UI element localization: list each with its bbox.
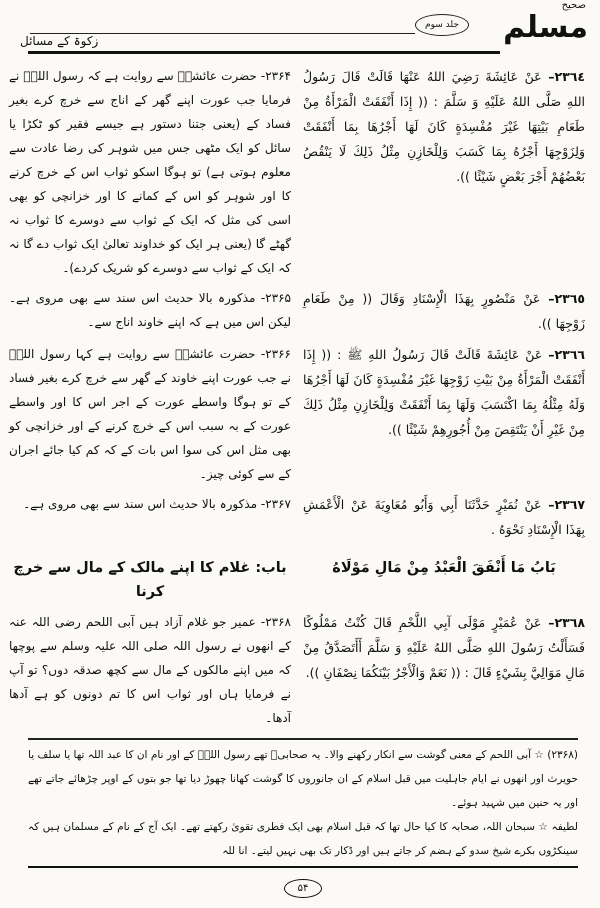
hadith-text: حضرت عائشہؓ سے روایت ہے کہ رسول اللہؐ نے فرمایا جب عورت اپنے گھر کے اناج سے خرچ کرے بغیر فساد کے (یعنی جتنا دستور ہے جیسے فقیر کو ٹکڑا یا سائل کو ایک مٹھی جس میں شوہر کی رضا عادت سے معلوم ہوتی ہے) تو ہوگا اسکو ثواب اس کے خرچ کرنے کا اور شوہر کو اس کے کمانے کا اور خزانچی کو بھی اسی کی مثل کہ ایک کے ثواب سے دوسرے کا ثواب نہ گھٹے گا (یعنی ہر ایک کو خداوند تعالیٰ ایک ثواب دے گا نہ کہ ایک کے ثواب سے دوسرے کو شریک کردے)۔ — [9, 69, 291, 275]
hadith-text: عَنْ مَنْصُورٍ بِهَذَا الْإِسْنَادِ وَقَالَ (( مِنْ طَعَامِ زَوْجِهَا )). — [303, 291, 585, 331]
hadith-2365-arabic — [303, 286, 585, 336]
hadith-2367-arabic — [303, 492, 585, 542]
hadith-2364-urdu — [9, 64, 291, 280]
footnotes — [0, 738, 600, 908]
hadith-number: ۲۳۶۴- — [260, 69, 291, 83]
page-number: ۵۴ — [284, 879, 322, 898]
hadith-2367-urdu — [9, 492, 291, 542]
hadith-text: مذکورہ بالا حدیث اس سند سے بھی مروی ہے۔ — [23, 497, 258, 511]
hadith-number: ۲۳۶۵- — [260, 291, 291, 305]
hadith-text: عَنْ نُمَيْرٍ حَدَّثَنَا أَبِي وَأَبُو مُعَاوِيَةَ عَنْ الْأَعْمَشِ بِهَذَا الْإِسْنَادِ نَحْوَهُ . — [303, 497, 585, 537]
hadith-number: ٢٣٦٤– — [548, 69, 585, 84]
hadith-2365-urdu — [9, 286, 291, 336]
hadith-number: ٢٣٦٥– — [548, 291, 585, 306]
hadith-number: ۲۳۶۷- — [260, 497, 291, 511]
hadith-text: عَنْ عَائِشَةَ رَضِيَ اللهُ عَنْهَا قَالَتْ قَالَ رَسُولُ اللهِ صَلَّى اللهُ عَلَيْهِ وَ سَلَّمَ : (( إِذَا أَنْفَقَتْ الْمَرْأَةُ مِنْ طَعَامِ بَيْتِهَا غَيْرَ مُفْسِدَةٍ كَانَ لَهَا أَجْرُهَا بِمَا أَنْفَقَتْ وَلِزَوْجِهَا أَجْرُهُ بِمَا كَسَبَ وَلِلْخَازِنِ مِثْلُ ذَلِكَ لَا يَنْقُصُ بَعْضُهُمْ أَجْرَ بَعْضٍ شَيْئًا )). — [303, 69, 585, 184]
hadith-2366-arabic — [303, 342, 585, 486]
book-logo — [496, 0, 588, 50]
hadith-text: عَنْ عُمَيْرٍ مَوْلَى آبِي اللَّحْمِ قَالَ كُنْتُ مَمْلُوكًا فَسَأَلْتُ رَسُولَ اللهِ صَلَّى اللهُ عَلَيْهِ وَ سَلَّمَ أَأَتَصَدَّقُ مِنْ مَالِ مَوَالِيَّ بِشَيْءٍ قَالَ : (( نَعَمْ وَالْأَجْرُ بَيْنَكُمَا نِصْفَانِ )). — [303, 615, 585, 680]
footnote-2368: (۲۳۶۸) ☆ آبی اللحم کے معنی گوشت سے انکار رکھنے والا۔ یہ صحابیؓ تھے رسول اللہؐ کے اور نام ان کا عبد اللہ تھا یا سلف یا حویرث اور انھوں نے ایام جاہلیت میں قبل اسلام کے ان جانوروں کا گوشت کھانا چھوڑ دیا تھا جو بتوں کے اوپر چڑھائے جاتے تھے اور یہ حنین میں شہید ہوئے۔ — [28, 748, 578, 809]
volume-badge: جلد سوم — [415, 14, 469, 36]
hadith-2368-arabic — [303, 610, 585, 730]
logo-prefix: صحیح — [561, 0, 586, 11]
chapter-heading-arabic: بَابُ مَا أَنْفَقَ الْعَبْدُ مِنْ مَالِ مَوْلَاهُ — [332, 560, 556, 576]
section-title: زکوۃ کے مسائل — [20, 34, 99, 48]
hadith-2368-urdu — [9, 610, 291, 730]
hadith-text: حضرت عائشہؓ سے روایت ہے کہا رسول اللہؐ نے جب عورت اپنے خاوند کے گھر سے خرچ کرے بغیر فساد کے تو ہوگا واسطے عورت کے اجر اس کا اور واسطے عورت کے بہ سبب اس کے خرچ کرنے کے اور خزانچی کو بھی مثل اس کی سوا اس بات کے کہ کم کیا جائے اجران کے سے کوئی چیز۔ — [9, 347, 291, 481]
hadith-number: ۲۳۶۶- — [260, 347, 291, 361]
hadith-text: عمیر جو غلام آزاد ہیں آبی اللحم رضی اللہ عنہ کے انھوں نے رسول اللہ صلی اللہ علیہ وسلم سے پوچھا کہ میں اپنے مالکوں کے مال سے کچھ صدقہ دوں؟ تو آپ نے فرمایا ہاں اور ثواب اس کا تم دونوں کو ہے آدھا آدھا۔ — [9, 615, 291, 725]
hadith-number: ٢٣٦٦– — [548, 347, 585, 362]
page-header — [0, 0, 600, 58]
hadith-number: ٢٣٦٨– — [548, 615, 585, 630]
header-thick-rule — [28, 51, 500, 54]
hadith-number: ٢٣٦٧– — [548, 497, 585, 512]
hadith-text: عَنْ عَائِشَةَ قَالَتْ قَالَ رَسُولُ اللهِ ﷺ : (( إِذَا أَنْفَقَتْ الْمَرْأَةُ مِنْ بَيْتِ زَوْجِهَا غَيْرَ مُفْسِدَةٍ كَانَ لَهَا أَجْرُهَا وَلَهُ مِثْلُهُ بِمَا اكْتَسَبَ وَلَهَا بِمَا أَنْفَقَتْ وَلِلْخَازِنِ مِثْلُ ذَلِكَ مِنْ غَيْرِ أَنْ يَنْتَقِصَ مِنْ أُجُورِهِمْ شَيْئًا )). — [303, 347, 585, 437]
footnote-top-rule — [28, 738, 578, 740]
hadith-text: مذکورہ بالا حدیث اس سند سے بھی مروی ہے۔ لیکن اس میں ہے کہ اپنے خاوند اناج سے۔ — [9, 291, 291, 329]
hadith-2366-urdu — [9, 342, 291, 486]
hadith-2364-arabic — [303, 64, 585, 280]
logo-title: مسلم — [503, 10, 588, 45]
hadith-columns — [0, 58, 600, 738]
footnote-latifa: لطیفہ ☆ سبحان اللہ، صحابہ کا کیا حال تھا کہ قبل اسلام بھی ایک فطری تقویٰ رکھتے تھے۔ ایک آج کے نام کے مسلمان ہیں کہ سینکڑوں بکرے شیخ سدو کے ہضم کر جاتے ہیں اور ڈکار تک بھی نہیں لیتے۔ انا للہ — [28, 820, 578, 857]
chapter-heading-urdu: باب: غلام کا اپنے مالک کے مال سے خرچ کرنا — [13, 560, 287, 600]
hadith-number: ۲۳۶۸- — [260, 615, 291, 629]
